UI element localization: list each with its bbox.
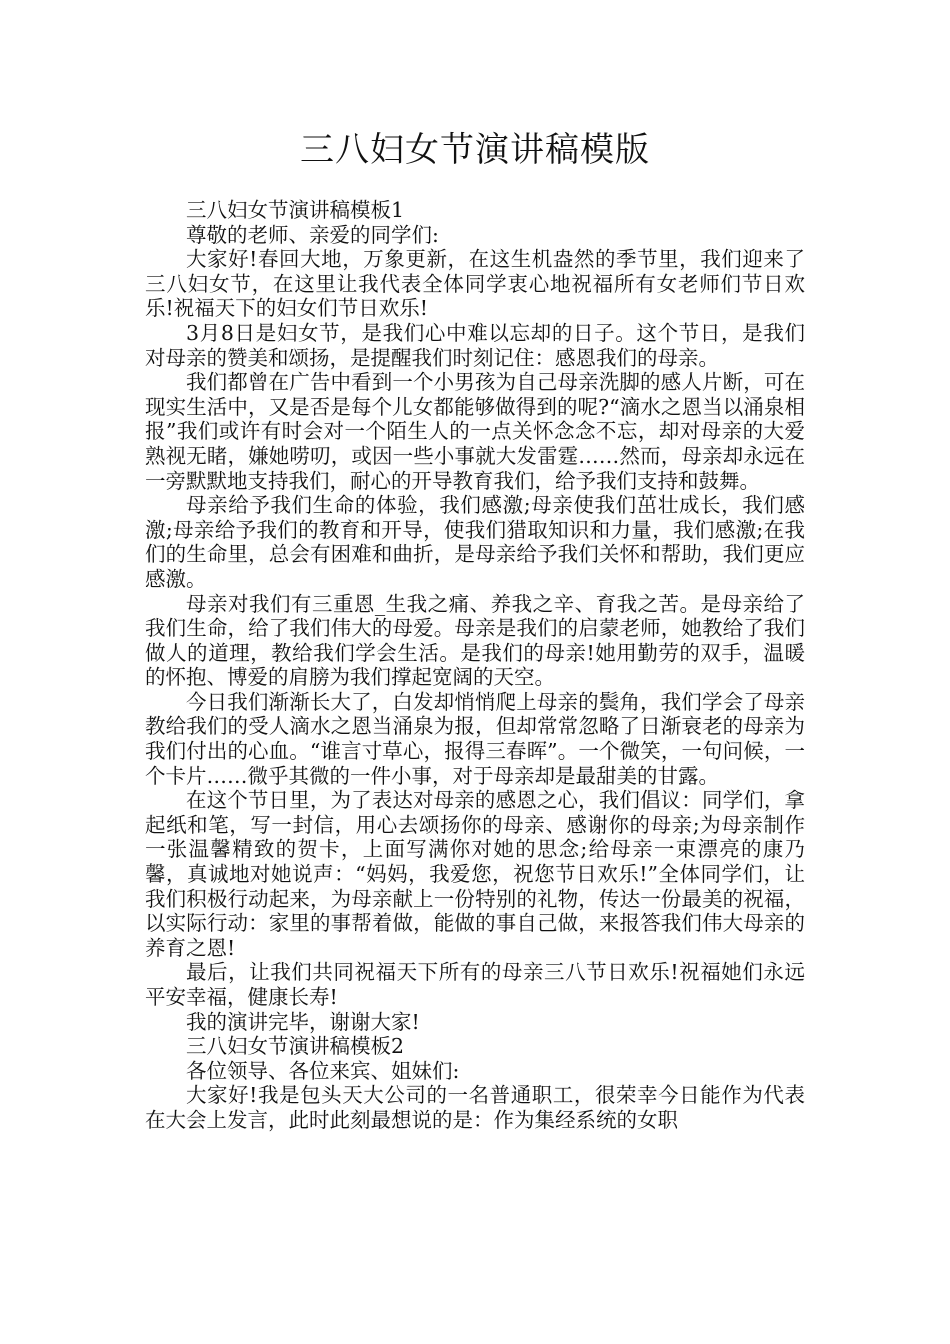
document-body [145, 198, 805, 1133]
paragraph: 母亲给予我们生命的体验，我们感激;母亲使我们茁壮成长，我们感激;母亲给予我们的教育和开导，使我们猎取知识和力量，我们感激;在我们的生命里，总会有困难和曲折，是母亲给予我们关怀和帮助，我们更应感激。 [145, 493, 805, 591]
paragraph: 三八妇女节演讲稿模板2 [186, 1034, 405, 1059]
paragraph: 尊敬的老师、亲爱的同学们: [186, 222, 439, 247]
paragraph: 我的演讲完毕，谢谢大家! [186, 1009, 420, 1034]
paragraph: 大家好!我是包头天大公司的一名普通职工，很荣幸今日能作为代表在大会上发言，此时此刻最想说的是：作为集经系统的女职 [145, 1083, 805, 1132]
paragraph: 在这个节日里，为了表达对母亲的感恩之心，我们倡议：同学们，拿起纸和笔，写一封信，用心去颂扬你的母亲、感谢你的母亲;为母亲制作一张温馨精致的贺卡，上面写满你对她的思念;给母亲一束漂亮的康乃馨，真诚地对她说声：“妈妈，我爱您，祝您节日欢乐!”全体同学们，让我们积极行动起来，为母亲献上一份特别的礼物，传达一份最美的祝福，以实际行动：家里的事帮着做，能做的事自己做，来报答我们伟大母亲的养育之恩! [145, 788, 805, 960]
paragraph: 大家好!春回大地，万象更新，在这生机盎然的季节里，我们迎来了三八妇女节，在这里让我代表全体同学衷心地祝福所有女老师们节日欢乐!祝福天下的妇女们节日欢乐! [145, 247, 805, 321]
paragraph: 母亲对我们有三重恩_生我之痛、养我之辛、育我之苦。是母亲给了我们生命，给了我们伟大的母爱。母亲是我们的启蒙老师，她教给了我们做人的道理，教给我们学会生活。是我们的母亲!她用勤劳的双手，温暖的怀抱、博爱的肩膀为我们撑起宽阔的天空。 [145, 591, 805, 690]
document-title: 三八妇女节演讲稿模版 [300, 130, 650, 170]
paragraph: 今日我们渐渐长大了，白发却悄悄爬上母亲的鬓角，我们学会了母亲教给我们的受人滴水之恩当涌泉为报，但却常常忽略了日渐衰老的母亲为我们付出的心血。“谁言寸草心，报得三春晖”。一个微笑，一句问候，一个卡片……微乎其微的一件小事，对于母亲却是最甜美的甘露。 [145, 689, 805, 788]
paragraph: 最后，让我们共同祝福天下所有的母亲三八节日欢乐!祝福她们永远平安幸福，健康长寿! [145, 960, 805, 1009]
paragraph: 我们都曾在广告中看到一个小男孩为自己母亲洗脚的感人片断，可在现实生活中，又是否是每个儿女都能够做得到的呢?“滴水之恩当以涌泉相报”我们或许有时会对一个陌生人的一点关怀念念不忘，却对母亲的大爱熟视无睹，嫌她唠叨，或因一些小事就大发雷霆……然而，母亲却永远在一旁默默地支持我们，耐心的开导教育我们，给予我们支持和鼓舞。 [145, 370, 805, 493]
paragraph: 3月8日是妇女节，是我们心中难以忘却的日子。这个节日，是我们对母亲的赞美和颂扬，是提醒我们时刻记住：感恩我们的母亲。 [145, 320, 805, 370]
paragraph: 各位领导、各位来宾、姐妹们: [186, 1058, 460, 1083]
paragraph: 三八妇女节演讲稿模板1 [186, 198, 405, 222]
